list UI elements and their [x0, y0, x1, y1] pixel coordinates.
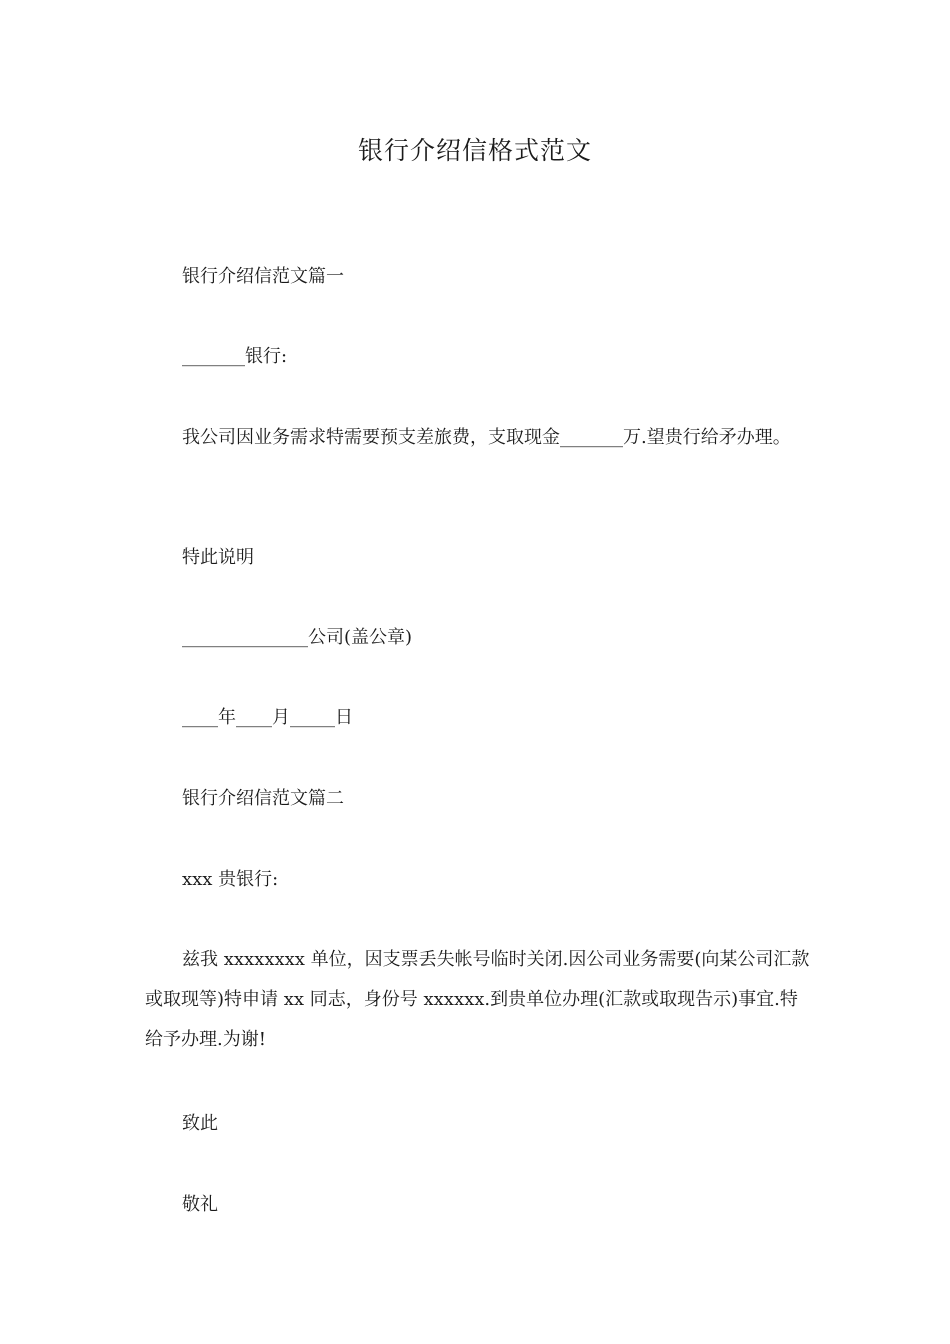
date-line: ____年____月_____日	[182, 707, 353, 728]
section-heading-two: 银行介绍信范文篇二	[182, 788, 344, 809]
section-heading-one: 银行介绍信范文篇一	[182, 266, 344, 287]
body-paragraph-two: 兹我 xxxxxxxx 单位，因支票丢失帐号临时关闭.因公司业务需要(向某公司汇款或取现等)特申请 xx 同志，身份号 xxxxxx.到贵单位办理(汇款或取现告示)事宜.特给予办理.为谢!	[145, 949, 810, 1050]
document-title: 银行介绍信格式范文	[357, 136, 592, 165]
salutation-bank: _______银行:	[182, 346, 288, 367]
closing-line: 致此	[182, 1113, 218, 1134]
regards-line: 敬礼	[182, 1194, 218, 1215]
salutation-bank-two: xxx 贵银行:	[182, 869, 279, 890]
body-paragraph-one: 我公司因业务需求特需要预支差旅费，支取现金_______万.望贵行给矛办理。	[182, 427, 791, 448]
company-seal-line: ______________公司(盖公章)	[182, 627, 413, 648]
statement-line: 特此说明	[182, 547, 254, 568]
